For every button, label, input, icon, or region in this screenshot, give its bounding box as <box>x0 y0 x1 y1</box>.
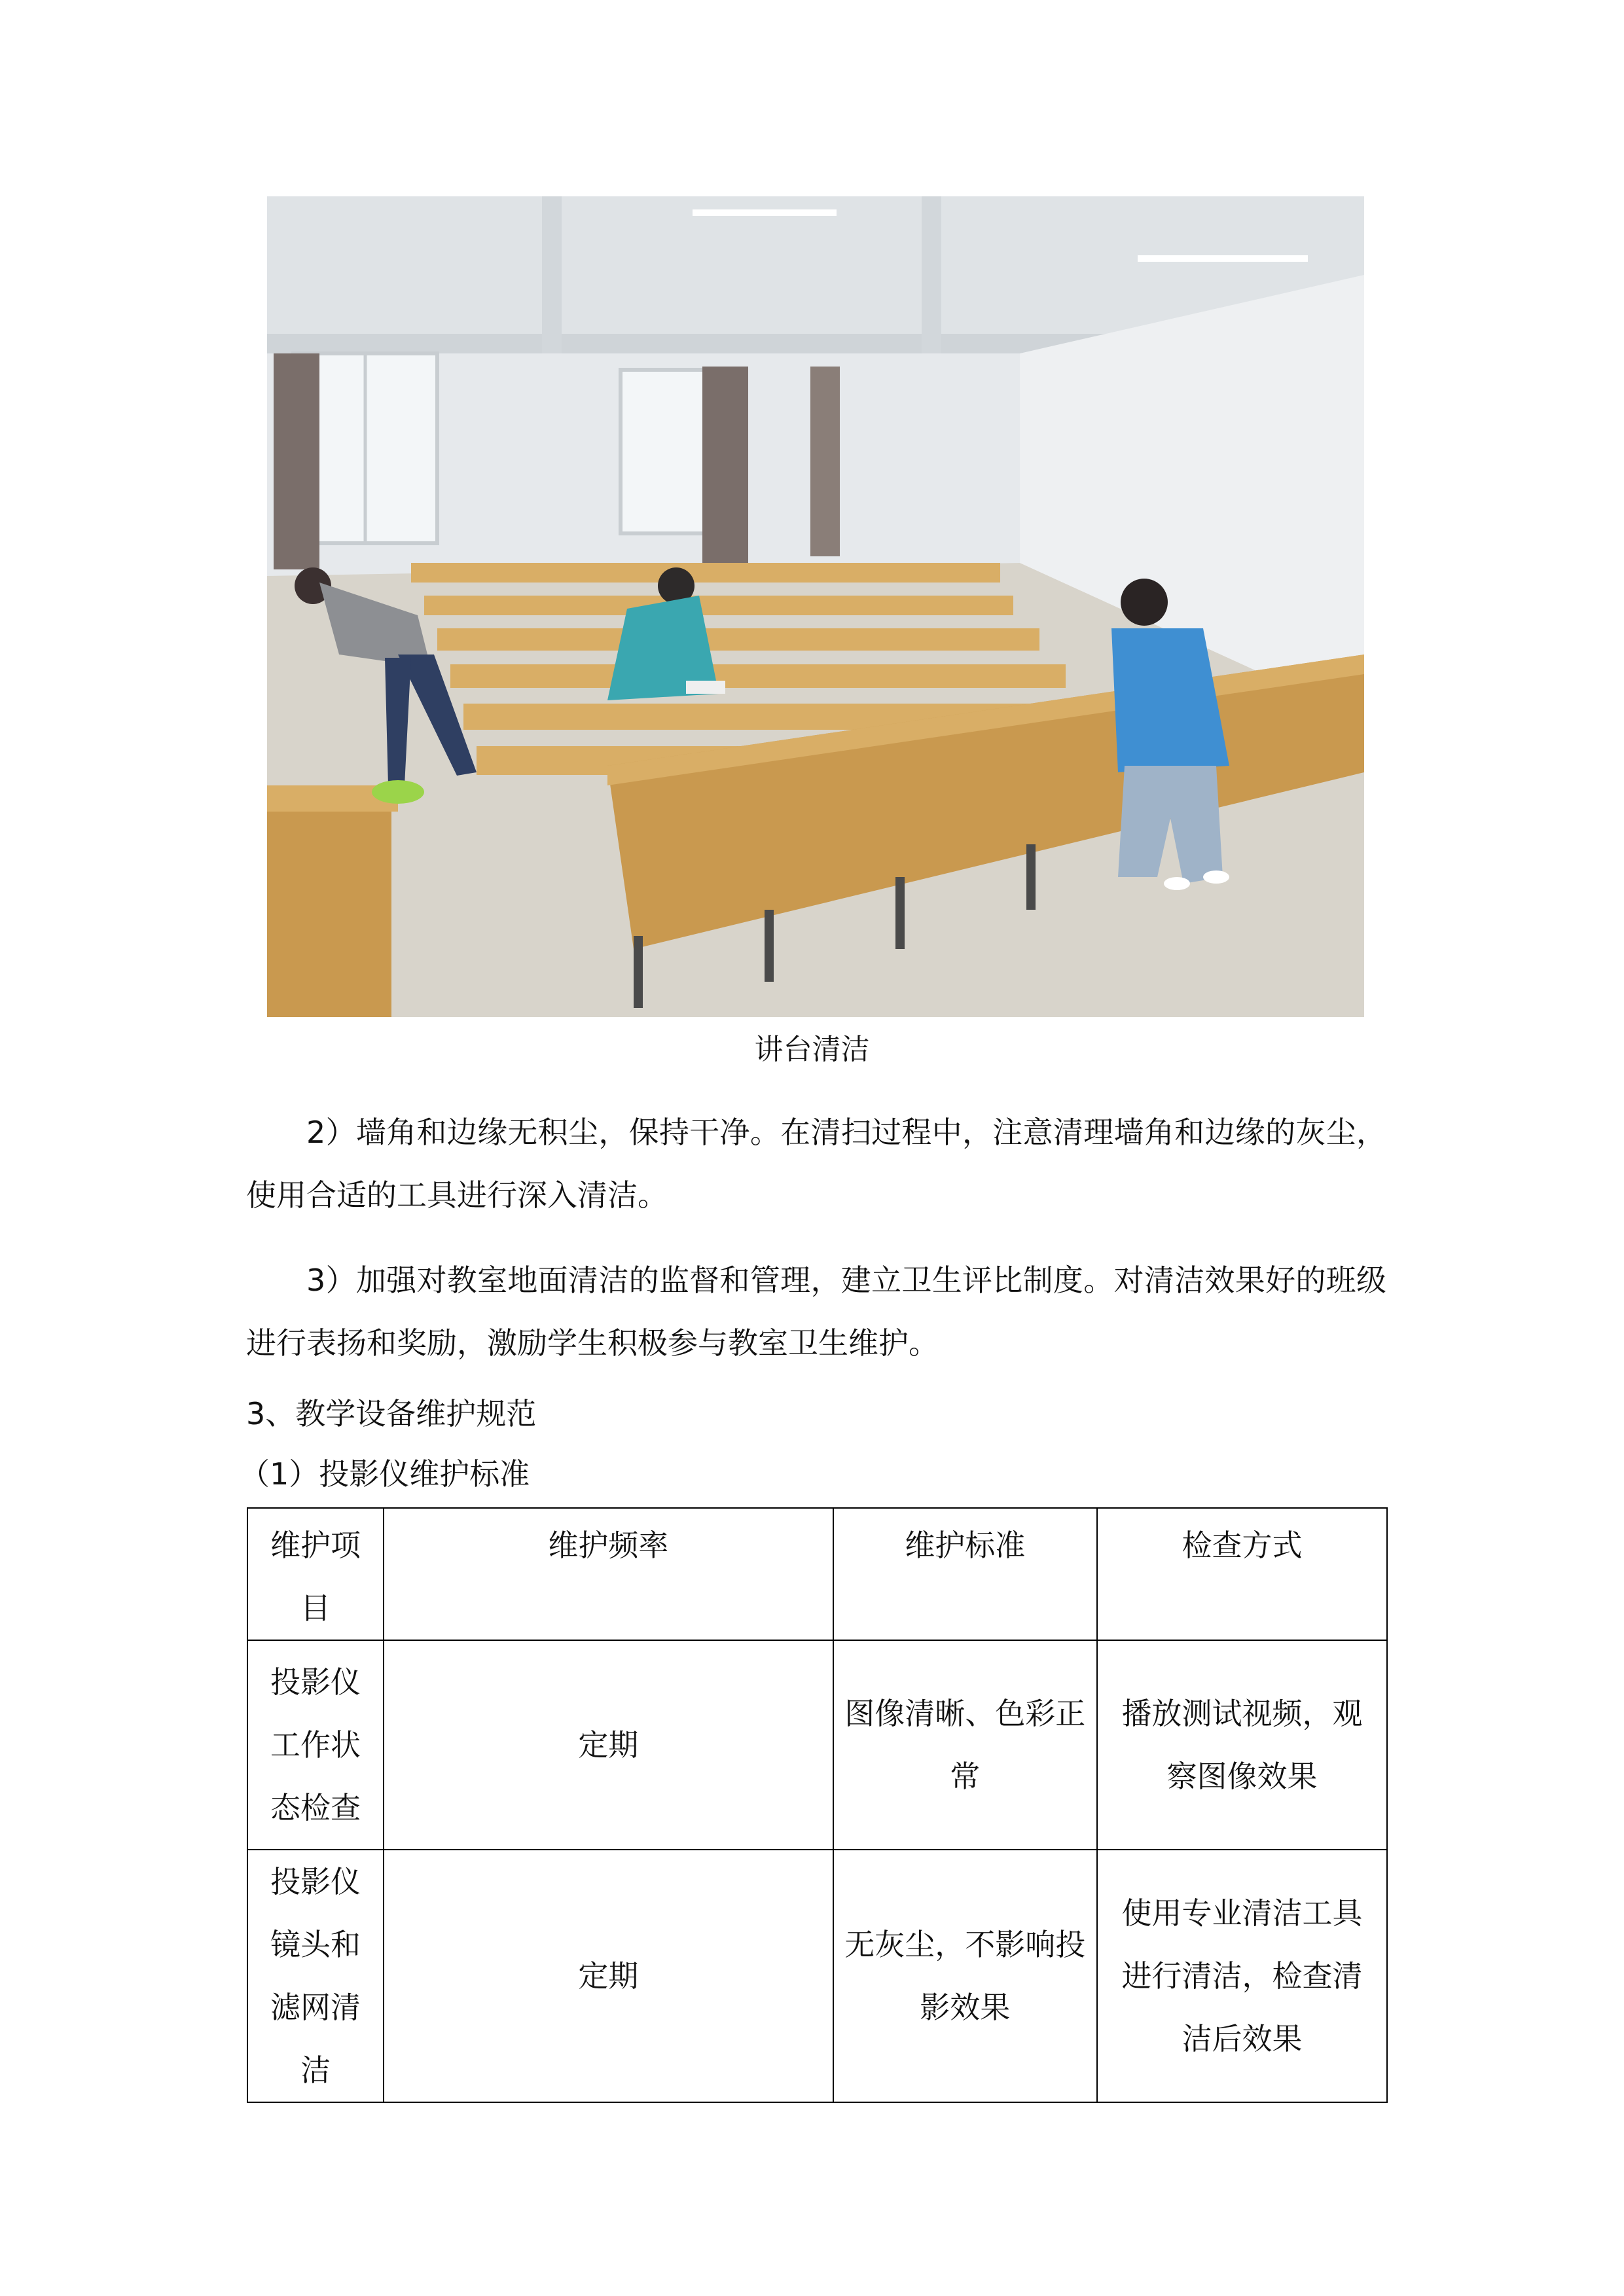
table-header-row <box>247 1508 1387 1640</box>
header-check-method: 检查方式 <box>1097 1508 1387 1640</box>
ceiling-light <box>693 209 837 216</box>
header-standard: 维护标准 <box>833 1508 1097 1640</box>
cell-item: 投影仪镜头和滤网清洁 <box>247 1850 384 2102</box>
cell-standard: 无灰尘，不影响投影效果 <box>833 1850 1097 2102</box>
paragraph-supervision: 3）加强对教室地面清洁的监督和管理，建立卫生评比制度。对清洁效果好的班级进行表扬和奖励，激励学生积极参与教室卫生维护。 <box>246 1263 1386 1361</box>
subsection-title: （1）投影仪维护标准 <box>240 1456 530 1492</box>
table-row <box>247 1850 1387 2102</box>
curtain <box>810 367 840 556</box>
projector-maintenance-table <box>247 1507 1388 2103</box>
section-title: 3、教学设备维护规范 <box>246 1396 537 1431</box>
curtain <box>274 353 319 569</box>
table-row <box>247 1640 1387 1850</box>
cell-frequency: 定期 <box>384 1850 833 2102</box>
classroom-cleaning-photo <box>267 196 1364 1017</box>
curtain <box>702 367 748 563</box>
header-item: 维护项目 <box>247 1508 384 1640</box>
cell-frequency: 定期 <box>384 1640 833 1850</box>
header-frequency: 维护频率 <box>384 1508 833 1640</box>
paragraph-corners: 2）墙角和边缘无积尘，保持干净。在清扫过程中，注意清理墙角和边缘的灰尘，使用合适的工具进行深入清洁。 <box>246 1115 1386 1213</box>
cell-item: 投影仪工作状态检查 <box>247 1640 384 1850</box>
photo-caption: 讲台清洁 <box>754 1033 870 1066</box>
cell-check-method: 使用专业清洁工具进行清洁，检查清洁后效果 <box>1097 1850 1387 2102</box>
side-desk <box>267 805 391 1017</box>
classroom-illustration <box>267 196 1364 1017</box>
cell-check-method: 播放测试视频，观察图像效果 <box>1097 1640 1387 1850</box>
cell-standard: 图像清晰、色彩正常 <box>833 1640 1097 1850</box>
ceiling-light <box>1138 255 1308 262</box>
